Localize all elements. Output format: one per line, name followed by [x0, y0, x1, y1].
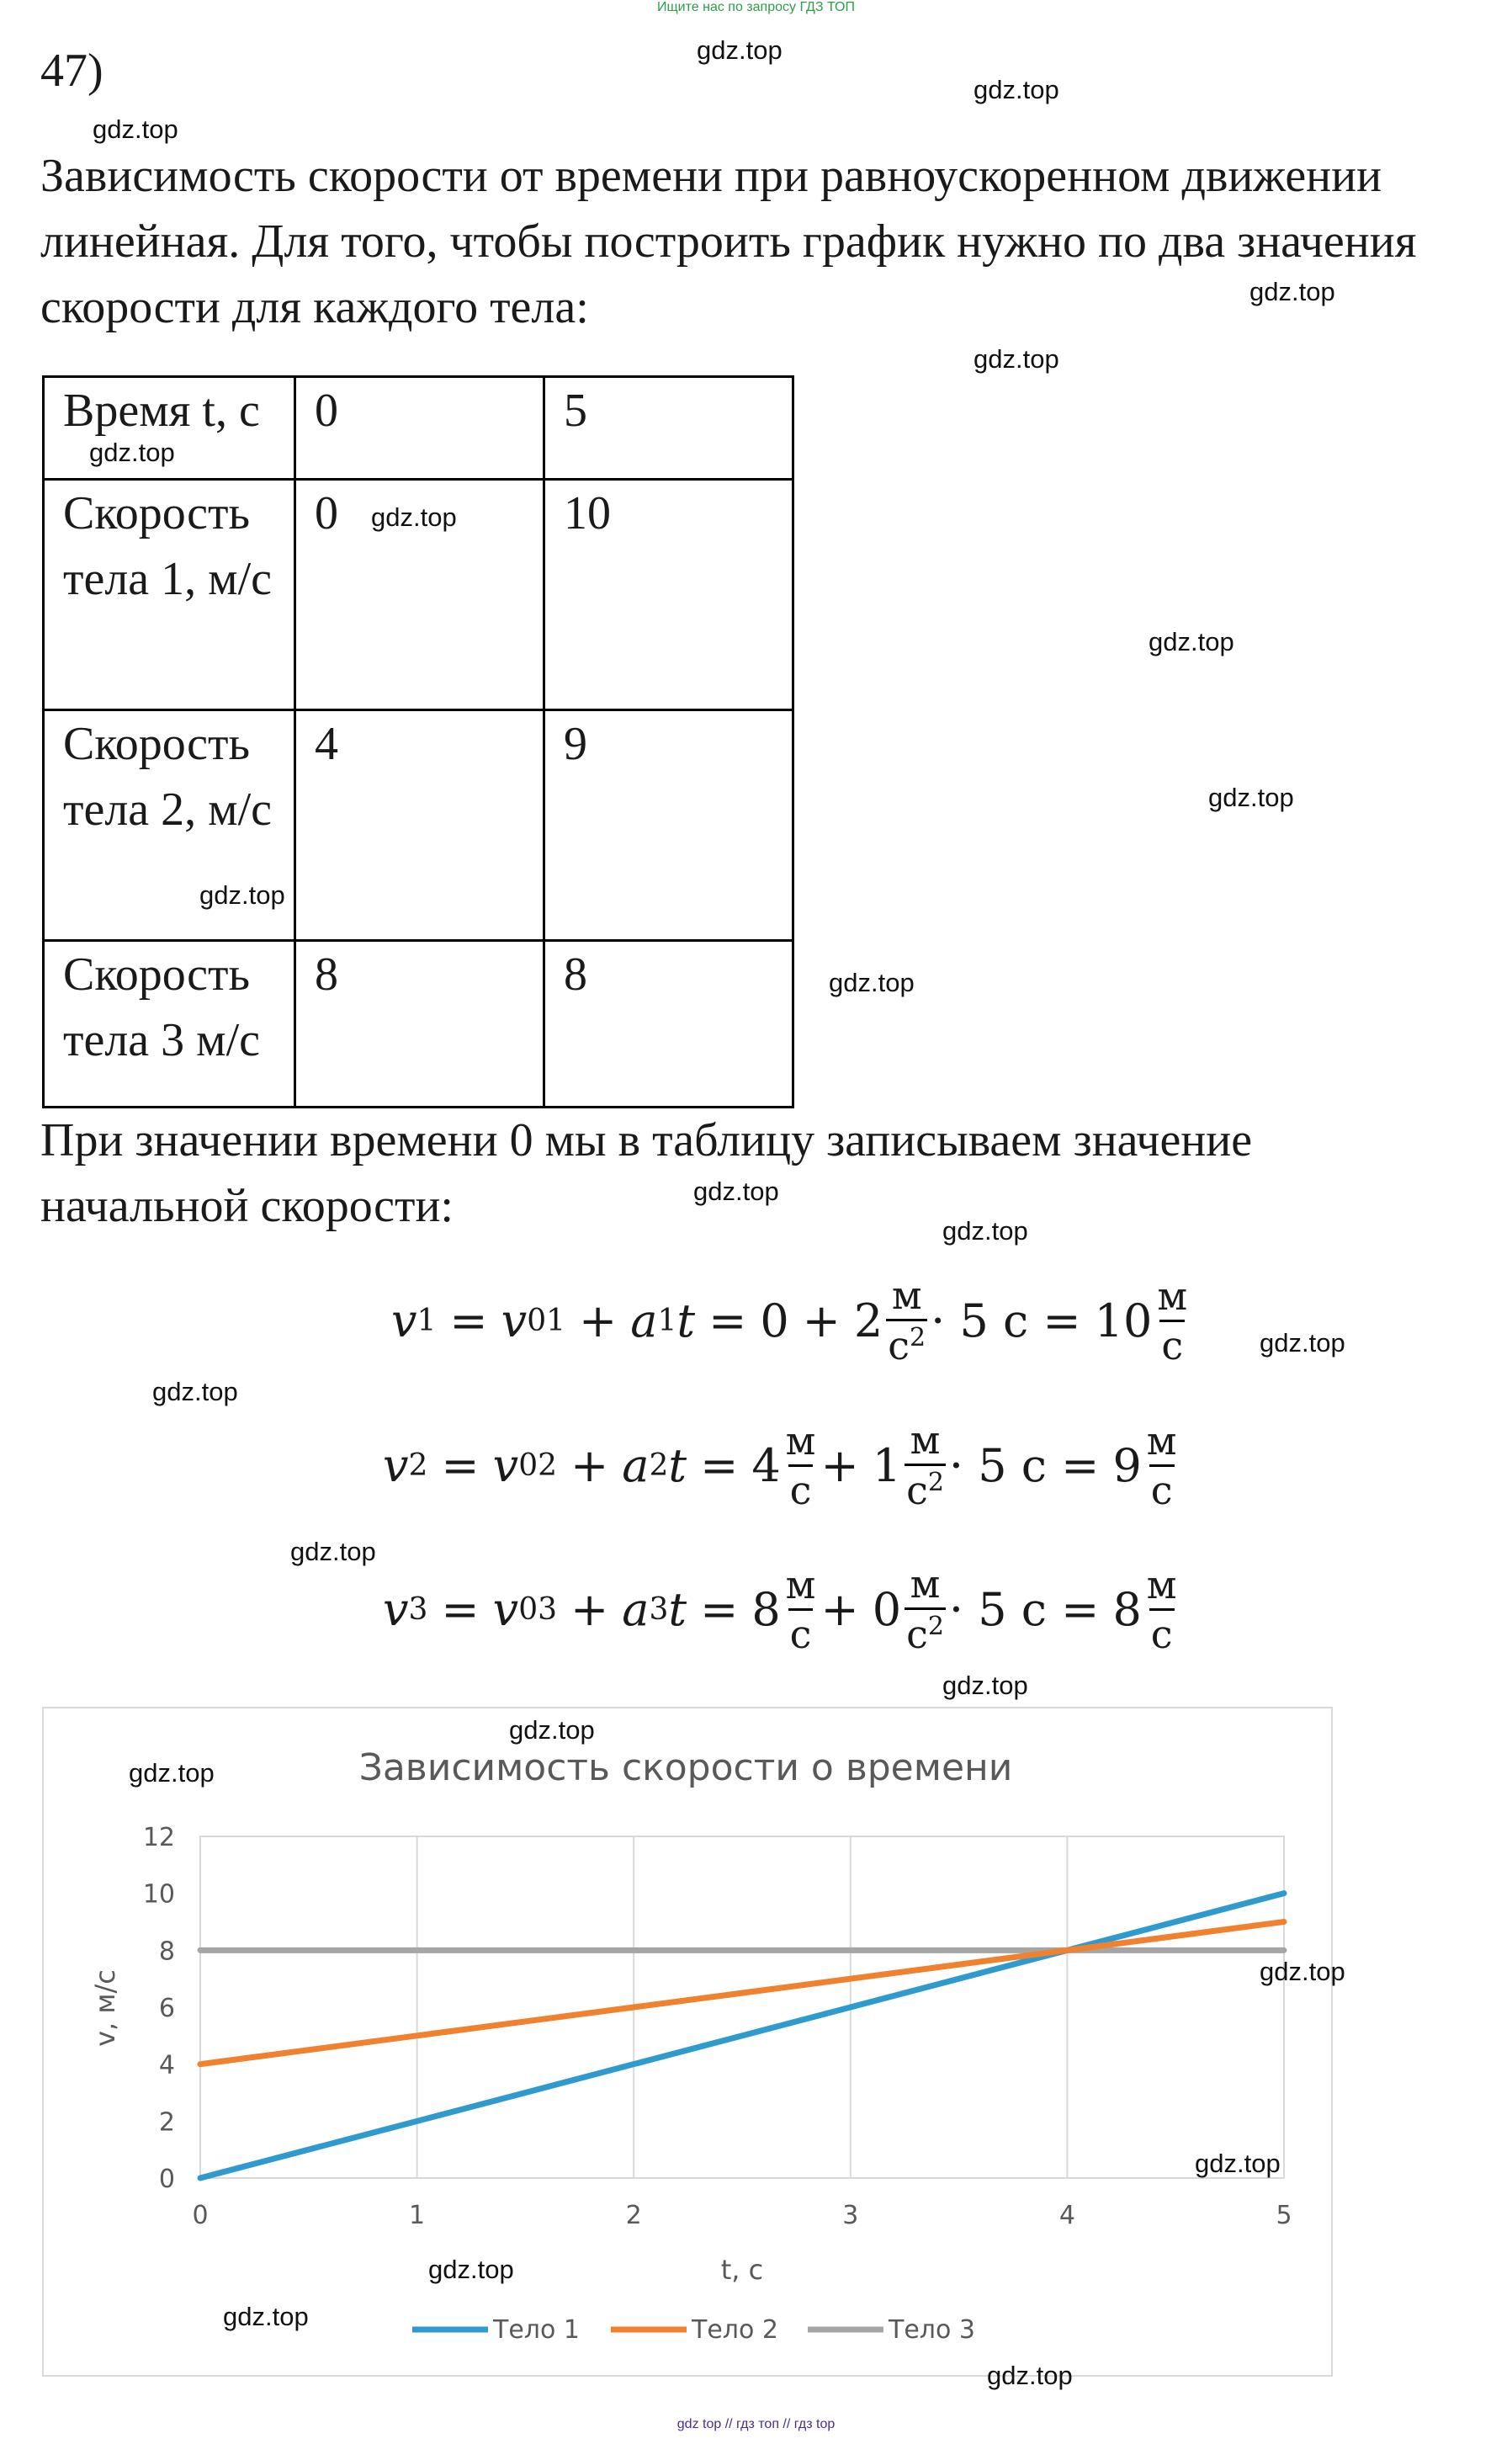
watermark: gdz.top	[223, 2302, 309, 2331]
table-cell: 5	[544, 377, 793, 480]
unit-numerator: м	[910, 1561, 941, 1607]
y-tick-label: 0	[158, 2165, 175, 2194]
watermark: gdz.top	[290, 1537, 376, 1566]
watermark: gdz.top	[1149, 627, 1234, 656]
acceleration-unit	[905, 1417, 946, 1514]
unit-denominator: с	[788, 1608, 814, 1655]
multiplier: · 5 с =	[931, 1294, 1081, 1347]
table-row	[44, 710, 793, 941]
unit-numerator: м	[891, 1272, 922, 1318]
watermark: gdz.top	[697, 35, 783, 65]
watermark: gdz.top	[942, 1671, 1028, 1700]
table-cell: 9	[544, 710, 793, 941]
result-unit	[1145, 1561, 1179, 1657]
chart-svg	[42, 1707, 1333, 2377]
chart-legend	[412, 2315, 975, 2345]
unit-power: 2	[927, 1468, 944, 1498]
y-tick-label: 12	[142, 1823, 175, 1852]
y-tick-label: 8	[158, 1937, 175, 1967]
watermark: gdz.top	[1195, 2149, 1281, 2178]
watermark: gdz.top	[1260, 1328, 1345, 1357]
formula-body-2: v 2 = v 02 + a 2 t = 4 $\frac{м}{с}$ + 1 $\frac{м}{с^2}$ · 5 с = 9 $\frac{м}{с}$	[383, 1417, 1177, 1514]
watermark: gdz.top	[987, 2361, 1073, 2390]
symbol-v: v	[383, 1438, 409, 1492]
x-tick-label: 3	[842, 2201, 859, 2230]
initial-speed-unit	[784, 1417, 818, 1513]
table-cell: Время t, с	[44, 377, 295, 480]
intro-paragraph: Зависимость скорости от времени при равноускоренном движении линейная. Для того, чтобы построить график нужно по два значения скорости для каждого тела:	[40, 150, 1417, 333]
watermark: gdz.top	[829, 968, 915, 997]
symbol-t: t	[668, 1438, 687, 1492]
acceleration-value: 0	[872, 1582, 902, 1636]
y-tick-label: 6	[158, 1994, 175, 2023]
result-value: 8	[1112, 1582, 1142, 1636]
watermark: gdz.top	[693, 1177, 779, 1206]
initial-speed-value: 0	[760, 1294, 789, 1347]
x-tick-label: 0	[192, 2201, 209, 2230]
x-tick-label: 4	[1058, 2201, 1075, 2230]
unit-power: 2	[927, 1612, 944, 1642]
unit-denominator: с	[1149, 1608, 1175, 1655]
y-tick-label: 10	[142, 1879, 175, 1910]
watermark: gdz.top	[93, 114, 178, 144]
acceleration-value: 2	[853, 1294, 883, 1347]
legend-label-3: Тело 3	[889, 2315, 975, 2345]
watermark: gdz.top	[428, 2255, 514, 2284]
top-banner: Ищите нас по запросу ГДЗ ТОП	[657, 0, 855, 14]
result-unit	[1155, 1272, 1189, 1368]
unit-numerator: м	[785, 1417, 816, 1464]
x-axis-label: t, с	[720, 2254, 764, 2286]
watermark: gdz.top	[509, 1715, 595, 1745]
formula-body-3: v 3 = v 03 + a 3 t = 8 $\frac{м}{с}$ + 0 $\frac{м}{с^2}$ · 5 с = 8 $\frac{м}{с}$	[383, 1561, 1177, 1658]
x-tick-label: 1	[409, 2201, 426, 2230]
unit-denominator: с	[906, 1468, 928, 1514]
watermark: gdz.top	[1249, 277, 1335, 306]
watermark: gdz.top	[152, 1377, 238, 1406]
legend-label-2: Тело 2	[692, 2315, 778, 2345]
subscript: 01	[527, 1303, 565, 1338]
unit-numerator: м	[1146, 1561, 1177, 1607]
table-cell: 4	[295, 710, 544, 941]
watermark: gdz.top	[129, 1758, 215, 1788]
subscript: 3	[649, 1591, 669, 1627]
table-cell: Скорость тела 3 м/с	[44, 941, 295, 1108]
result-unit	[1145, 1417, 1179, 1513]
subscript: 2	[649, 1448, 669, 1483]
y-axis-label: v, м/с	[89, 1969, 121, 2047]
acceleration-value: 1	[872, 1438, 902, 1492]
subscript: 1	[657, 1303, 677, 1338]
symbol-t: t	[676, 1294, 696, 1347]
unit-numerator: м	[1157, 1272, 1188, 1319]
values-table	[42, 375, 794, 1108]
initial-speed-value: 4	[751, 1438, 781, 1492]
watermark: gdz.top	[199, 880, 285, 910]
middle-paragraph: При значении времени 0 мы в таблицу записываем значение начальной скорости:	[40, 1114, 1253, 1232]
x-tick-label: 2	[625, 2201, 642, 2230]
table-row	[44, 941, 793, 1108]
unit-denominator: с	[906, 1612, 928, 1658]
symbol-t: t	[668, 1582, 687, 1636]
unit-numerator: м	[1146, 1417, 1177, 1464]
y-tick-label: 2	[158, 2107, 175, 2138]
table-cell: 10	[544, 480, 793, 710]
subscript: 2	[408, 1448, 428, 1483]
multiplier: · 5 с =	[948, 1438, 1100, 1492]
table-cell: 0	[295, 480, 544, 710]
legend-label-1: Тело 1	[493, 2315, 580, 2345]
table-cell: Скорость тела 1, м/с	[44, 480, 295, 710]
x-tick-label: 5	[1276, 2201, 1292, 2230]
problem-number: 47)	[40, 45, 103, 97]
watermark: gdz.top	[1208, 783, 1294, 812]
watermark: gdz.top	[974, 344, 1059, 374]
table-cell: 8	[544, 941, 793, 1108]
result-value: 9	[1112, 1438, 1142, 1492]
subscript: 3	[408, 1591, 428, 1627]
symbol-v0: v	[492, 1438, 519, 1492]
initial-speed-unit	[784, 1561, 818, 1657]
watermark: gdz.top	[974, 75, 1059, 104]
watermark: gdz.top	[1260, 1957, 1345, 1986]
chart-frame	[43, 1708, 1332, 2376]
table-cell: 8	[295, 941, 544, 1108]
unit-denominator: с	[788, 1464, 814, 1511]
watermark: gdz.top	[942, 1216, 1028, 1246]
unit-denominator: с	[1149, 1464, 1175, 1511]
result-value: 10	[1094, 1294, 1153, 1347]
watermark: gdz.top	[371, 502, 457, 532]
y-tick-label: 4	[158, 2050, 175, 2080]
chart-title: Зависимость скорости о времени	[358, 1746, 1013, 1789]
symbol-v0: v	[492, 1582, 519, 1636]
symbol-a: a	[622, 1438, 650, 1492]
multiplier: · 5 с =	[948, 1582, 1100, 1636]
subscript: 02	[518, 1448, 557, 1483]
acceleration-unit	[886, 1272, 927, 1369]
subscript: 1	[416, 1303, 437, 1338]
table-cell: Скорость тела 2, м/с	[44, 710, 295, 941]
unit-numerator: м	[785, 1561, 816, 1607]
unit-denominator: с	[1159, 1320, 1185, 1366]
subscript: 03	[518, 1591, 557, 1627]
symbol-v0: v	[501, 1294, 528, 1347]
unit-denominator: с	[888, 1323, 910, 1369]
symbol-v: v	[391, 1294, 417, 1347]
speed-chart	[42, 1707, 1333, 2377]
formula-body-1: v 1 = v 01 + a 1 t = 0 + 2 $\frac{м}{с^2}$ · 5 с = 10 $\frac{м}{с}$	[391, 1272, 1188, 1369]
symbol-a: a	[622, 1582, 650, 1636]
unit-power: 2	[910, 1323, 926, 1353]
watermark: gdz.top	[89, 438, 175, 467]
unit-numerator: м	[910, 1417, 941, 1463]
symbol-a: a	[630, 1294, 658, 1347]
symbol-v: v	[383, 1582, 409, 1636]
table-cell: 0	[295, 377, 544, 480]
acceleration-unit	[905, 1561, 946, 1658]
initial-speed-value: 8	[751, 1582, 781, 1636]
bottom-banner: gdz top // гдз топ // гдз top	[676, 2417, 836, 2431]
